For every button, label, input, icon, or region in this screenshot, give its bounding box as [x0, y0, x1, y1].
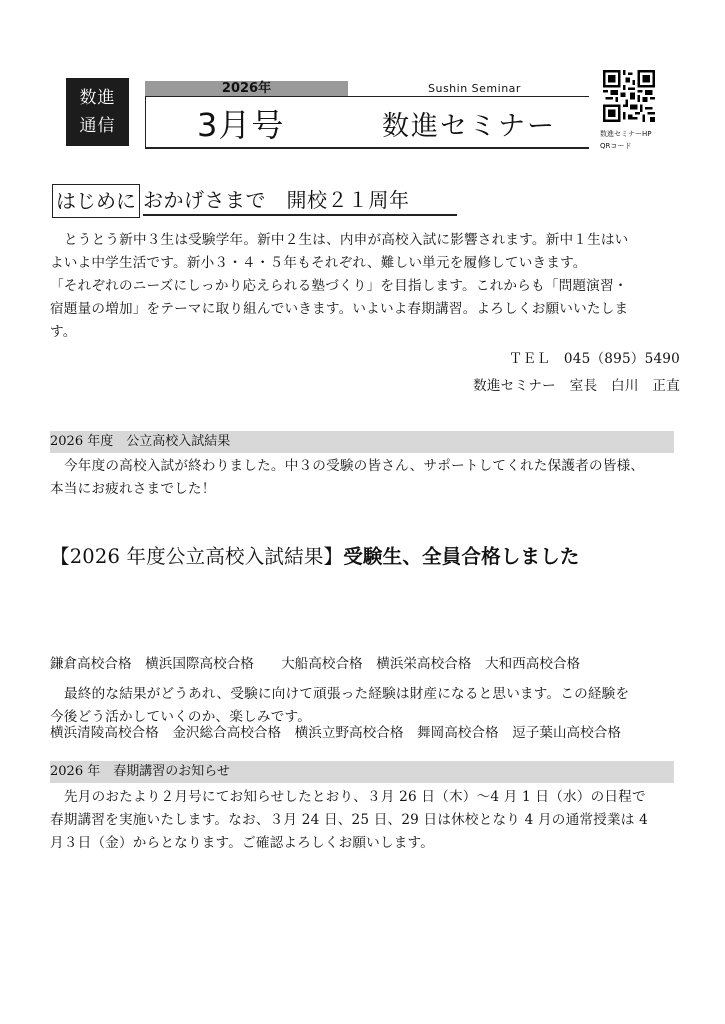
results-closing [50, 683, 680, 729]
results-heading-bold: 受験生、全員合格しました [343, 545, 580, 568]
greeting-line: よいよ中学生活です。新小３・４・５年もそれぞれ、難しい単元を履修していきます。 [50, 255, 587, 271]
body-line: 最終的な結果がどうあれ、受験に向けて頑張った経験は財産になると思います。この経験を [64, 686, 630, 702]
greeting-line: 宿題量の増加」をテーマに取り組んでいきます。いよいよ春期講習。よろしくお願いいたしま [50, 301, 629, 317]
masthead-top-rule [145, 96, 589, 97]
school-list-line: 横浜清陵高校合格 金沢総合高校合格 横浜立野高校合格 舞岡高校合格 逗子葉山高校合格 [50, 725, 621, 741]
body-line: 本当にお疲れさまでした！ [50, 481, 216, 497]
greeting-line: 「それぞれのニーズにしっかり応えられる塾づくり」を目指します。これからも「問題演習・ [50, 278, 628, 294]
logo-line-1: 数進 [79, 88, 116, 108]
school-list-line: 鎌倉高校合格 横浜国際高校合格 大船高校合格 横浜栄高校合格 大和西高校合格 [50, 656, 581, 672]
school-name: 数進セミナー [382, 111, 556, 142]
greeting-line: す。 [50, 324, 77, 340]
results-heading-bracket: 【2026 年度公立高校入試結果】 [50, 545, 344, 568]
qr-caption-line-2: QRコード [600, 142, 632, 150]
greeting-title: おかげさまで 開校２１周年 [143, 188, 410, 212]
issue-title: 3月号 [197, 106, 285, 144]
greeting-label-box: はじめに [52, 184, 140, 218]
body-line: 春期講習を実施いたします。なお、３月 24 日、25 日、29 日は休校となり 4 月の通常授業は 4 [50, 812, 648, 828]
english-school-name: Sushin Seminar [428, 82, 521, 95]
spring-course-body [50, 786, 680, 855]
body-line: 今年度の高校入試が終わりました。中３の受験の皆さん、サポートしてくれた保護者の皆様、 [64, 458, 645, 474]
greeting-title-underline [143, 214, 457, 216]
entrance-results-body [50, 455, 680, 501]
body-line: 今後どう活かしていくのか、楽しみです。 [50, 709, 311, 725]
greeting-line: とうとう新中３生は受験学年。新中２生は、内申が高校入試に影響されます。新中１生はい [64, 232, 629, 248]
results-heading [50, 541, 580, 569]
qr-caption-line-1: 数進セミナーHP [600, 130, 652, 138]
qr-caption [600, 128, 652, 152]
masthead-left-rule [145, 96, 146, 148]
newsletter-logo [66, 78, 129, 146]
qr-code-icon[interactable] [603, 70, 655, 122]
section-heading-spring-course: 2026 年 春期講習のお知らせ [50, 761, 674, 783]
signature: 数進セミナー 室長 白川 正直 [473, 378, 680, 394]
section-heading-entrance-results: 2026 年度 公立高校入試結果 [50, 431, 674, 453]
body-line: 先月のおたより２月号にてお知らせしたとおり、３月 26 日（木）～4 月 1 日（水）の日程で [64, 789, 646, 805]
masthead-bottom-rule [145, 147, 589, 149]
contact-tel: ＴＥＬ 045（895）5490 [508, 351, 680, 367]
logo-line-2: 通信 [79, 116, 116, 136]
greeting-body [50, 229, 680, 398]
body-line: 月３日（金）からとなります。ご確認よろしくお願いします。 [50, 835, 435, 851]
year-label: 2026年 [145, 81, 348, 96]
